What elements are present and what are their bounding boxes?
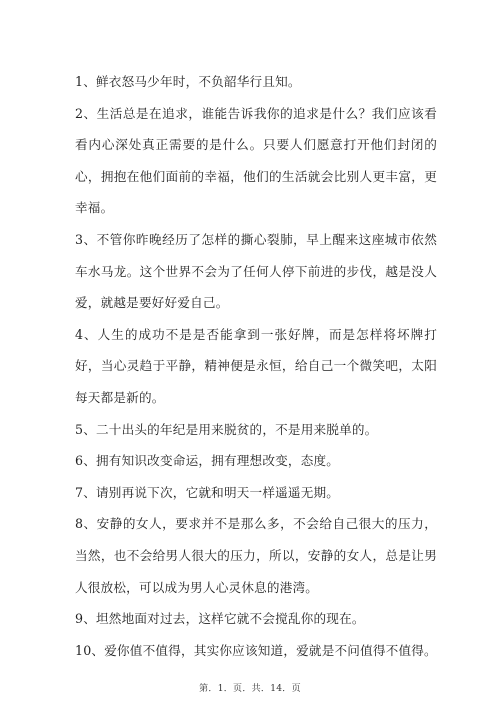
paragraph-1: 1、鲜衣怒马少年时，不负韶华行且知。 xyxy=(75,74,301,89)
paragraph-7: 7、请别再说下次，它就和明天一样遥遥无期。 xyxy=(75,484,340,500)
paragraph-10: 10、爱你值不值得，其实你应该知道，爱就是不问值得不值得。 xyxy=(75,642,437,658)
document-body xyxy=(75,66,437,666)
paragraph-5: 5、二十出头的年纪是用来脱贫的，不是用来脱单的。 xyxy=(75,421,378,437)
paragraph-4: 4、人生的成功不是是否能拿到一张好牌，而是怎样将坏牌打好，当心灵趋于平静，精神便是永恒，给自己一个微笑吧，太阳每天都是新的。 xyxy=(75,326,437,405)
paragraph-6: 6、拥有知识改变命运，拥有理想改变，态度。 xyxy=(75,453,340,469)
paragraph-3: 3、不管你昨晚经历了怎样的撕心裂肺，早上醒来这座城市依然车水马龙。这个世界不会为了任何人停下前进的步伐，越是没人爱，就越是要好好爱自己。 xyxy=(75,231,437,311)
paragraph-2: 2、生活总是在追求，谁能告诉我你的追求是什么？我们应该看看内心深处真正需要的是什么。只要人们愿意打开他们封闭的心，拥抱在他们面前的幸福，他们的生活就会比别人更丰富，更幸福。 xyxy=(75,105,437,216)
paragraph-8: 8、安静的女人，要求并不是那么多，不会给自己很大的压力，当然，也不会给男人很大的压力，所以，安静的女人，总是让男人很放松，可以成为男人心灵休息的港湾。 xyxy=(75,516,437,595)
page-number-footer: 第．1．页．共．14．页 xyxy=(199,684,301,694)
paragraph-9: 9、坦然地面对过去，这样它就不会搅乱你的现在。 xyxy=(75,611,365,627)
